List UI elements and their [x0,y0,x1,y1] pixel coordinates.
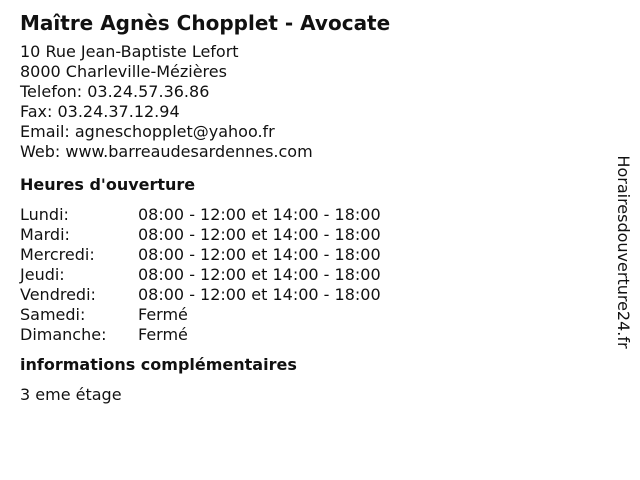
hours-row [20,205,600,225]
address-block [20,42,600,162]
web-line: Web: www.barreaudesardennes.com [20,142,313,161]
time-value: 08:00 - 12:00 et 14:00 - 18:00 [138,205,381,224]
page-title: Maître Agnès Chopplet - Avocate [20,11,391,35]
city-line: 8000 Charleville-Mézières [20,62,227,81]
time-value: Fermé [138,325,188,344]
hours-row [20,265,600,285]
day-label: Dimanche: [20,325,107,344]
time-value: 08:00 - 12:00 et 14:00 - 18:00 [138,265,381,284]
day-label: Vendredi: [20,285,96,304]
hours-table [20,205,600,345]
email-line: Email: agneschopplet@yahoo.fr [20,122,275,141]
hours-row [20,325,600,345]
business-card [20,10,600,405]
fax-line: Fax: 03.24.37.12.94 [20,102,180,121]
hours-row [20,245,600,265]
hours-row [20,225,600,245]
info-heading: informations complémentaires [20,355,297,374]
day-label: Samedi: [20,305,86,324]
brand-watermark: Horairesdouverture24.fr [614,155,633,349]
info-text: 3 eme étage [20,385,122,404]
street-line: 10 Rue Jean-Baptiste Lefort [20,42,239,61]
hours-heading: Heures d'ouverture [20,175,196,194]
phone-line: Telefon: 03.24.57.36.86 [20,82,210,101]
day-label: Mardi: [20,225,70,244]
day-label: Lundi: [20,205,69,224]
day-label: Mercredi: [20,245,95,264]
time-value: 08:00 - 12:00 et 14:00 - 18:00 [138,285,381,304]
hours-row [20,305,600,325]
time-value: Fermé [138,305,188,324]
hours-row [20,285,600,305]
time-value: 08:00 - 12:00 et 14:00 - 18:00 [138,245,381,264]
time-value: 08:00 - 12:00 et 14:00 - 18:00 [138,225,381,244]
day-label: Jeudi: [20,265,65,284]
